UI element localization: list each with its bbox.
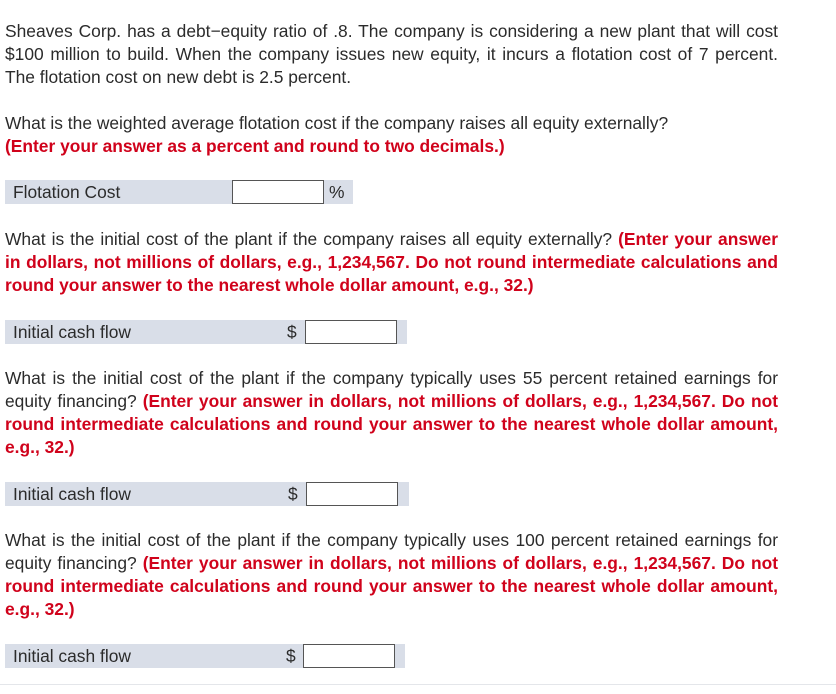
percent-unit: % [329,182,345,202]
flotation-cost-input[interactable] [232,180,324,204]
question-2-text: What is the initial cost of the plant if the company raises all equity externally? [5,229,613,249]
question-2-instruction: (Enter your answer in dollars, not millions of dollars, e.g., 1,234,567. Do not round intermediate calculations and round your answer to the nearest whole dollar amount, e.g., 32.) [5,229,778,295]
initial-cash-flow-input-1[interactable] [305,320,397,344]
question-4 [5,529,778,621]
initial-cash-flow-input-3[interactable] [303,644,395,668]
initial-cash-flow-row-3 [5,644,405,668]
question-3-instruction: (Enter your answer in dollars, not millions of dollars, e.g., 1,234,567. Do not round intermediate calculations and round your answer to the nearest whole dollar amount, e.g., 32.) [5,391,778,457]
question-2 [5,228,778,297]
initial-cash-flow-input-2[interactable] [306,482,398,506]
initial-cash-flow-label-3: Initial cash flow [13,646,131,666]
flotation-cost-row [5,180,353,204]
problem-intro: Sheaves Corp. has a debt−equity ratio of .8. The company is considering a new plant that will cost $100 million to build. When the company issues new equity, it incurs a flotation cost of 7 percent. The flotation cost on new debt is 2.5 percent. [5,21,778,87]
initial-cash-flow-row-2 [5,482,409,506]
question-4-text: What is the initial cost of the plant if the company typically uses 100 percent retained earnings for equity financing? [5,530,778,573]
dollar-sign-1: $ [287,322,297,342]
flotation-cost-label: Flotation Cost [13,182,121,202]
question-3-text: What is the initial cost of the plant if the company typically uses 55 percent retained earnings for equity financing? [5,368,778,411]
initial-cash-flow-label-1: Initial cash flow [13,322,131,342]
question-1-text: What is the weighted average flotation cost if the company raises all equity externally? [5,113,669,133]
question-4-instruction: (Enter your answer in dollars, not millions of dollars, e.g., 1,234,567. Do not round intermediate calculations and round your answer to the nearest whole dollar amount, e.g., 32.) [5,553,778,619]
bottom-divider [0,684,836,685]
initial-cash-flow-row-1 [5,320,407,344]
dollar-sign-2: $ [288,484,298,504]
dollar-sign-3: $ [286,646,296,666]
question-1-instruction: (Enter your answer as a percent and round to two decimals.) [5,136,505,156]
initial-cash-flow-label-2: Initial cash flow [13,484,131,504]
question-1 [5,112,778,158]
question-3 [5,367,778,459]
